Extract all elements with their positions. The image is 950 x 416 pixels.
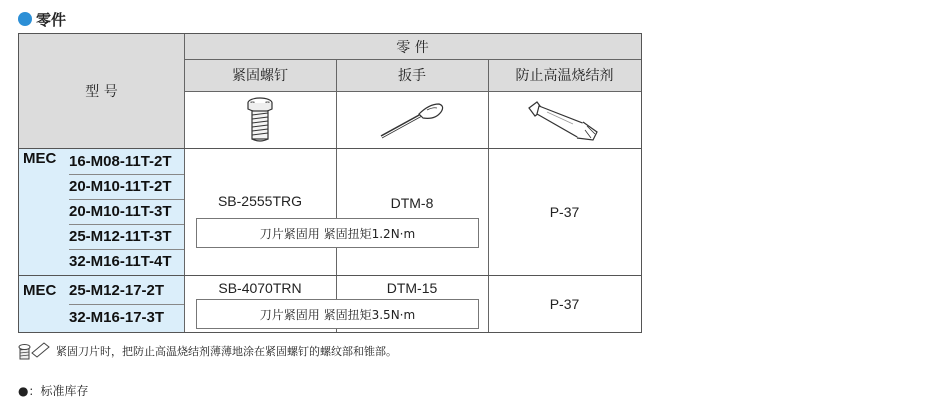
tube-icon	[525, 98, 605, 142]
group1-torque-note	[196, 218, 479, 248]
wrench-icon	[377, 100, 447, 140]
model-row	[69, 174, 184, 200]
group1-wrench-cell	[336, 190, 488, 216]
model-code: 25-M12-11T-3T	[69, 228, 172, 245]
group2-wrench-cell	[336, 277, 488, 299]
col-screw-header	[184, 59, 336, 91]
model-code: 20-M10-11T-2T	[69, 178, 172, 195]
group2-compound-cell	[488, 275, 641, 332]
model-row	[69, 199, 184, 225]
screw-icon-cell	[184, 91, 336, 148]
col-wrench-header	[336, 59, 488, 91]
model-row	[69, 304, 184, 331]
screw-part-number: SB-2555TRG	[217, 193, 303, 209]
group1-compound-cell	[488, 148, 641, 275]
model-code: 32-M16-11T-4T	[69, 253, 172, 270]
parts-header: 零 件	[396, 39, 429, 56]
wrench-part-number: DTM-8	[390, 195, 434, 211]
torque-text: 刀片紧固用 紧固扭矩3.5N·m	[259, 307, 416, 322]
model-row	[69, 249, 184, 274]
model-code: 20-M10-11T-3T	[69, 203, 172, 220]
col-compound-label: 防止高温烧结剂	[515, 68, 614, 84]
group2-torque-note	[196, 299, 479, 329]
legend	[18, 382, 88, 399]
group2-prefix: MEC	[23, 282, 57, 299]
group1-screw-cell	[184, 188, 336, 214]
wrench-part-number: DTM-15	[386, 280, 438, 296]
model-code: 32-M16-17-3T	[69, 309, 165, 326]
col-wrench-label: 扳手	[398, 68, 426, 84]
section-header	[18, 8, 66, 30]
col-compound-header	[488, 59, 641, 91]
section-title: 零件	[36, 10, 67, 29]
compound-part-number: P-37	[549, 295, 580, 312]
screw-part-number: SB-4070TRN	[218, 280, 302, 296]
model-code: 16-M08-11T-2T	[69, 153, 172, 170]
model-header: 型 号	[85, 84, 118, 100]
model-header-cell	[19, 34, 184, 148]
model-code: 25-M12-17-2T	[69, 282, 165, 299]
parts-table	[18, 33, 642, 333]
model-row	[69, 149, 184, 175]
wrench-icon-cell	[336, 91, 488, 148]
model-row	[69, 277, 184, 305]
screw-tube-icon	[18, 341, 52, 361]
model-row	[69, 224, 184, 250]
blue-dot-icon	[18, 12, 32, 26]
compound-part-number: P-37	[549, 203, 580, 220]
screw-icon	[245, 97, 275, 143]
footnote	[18, 341, 397, 361]
legend-text: ●：标准库存	[18, 384, 89, 398]
col-screw-label: 紧固螺钉	[232, 68, 288, 84]
group2-screw-cell	[184, 277, 336, 299]
tube-icon-cell	[488, 91, 641, 148]
group1-prefix: MEC	[23, 150, 57, 167]
footnote-text: 紧固刀片时，把防止高温烧结剂薄薄地涂在紧固螺钉的螺纹部和锥部。	[56, 345, 397, 358]
parts-header-cell	[184, 34, 641, 59]
torque-text: 刀片紧固用 紧固扭矩1.2N·m	[259, 226, 416, 241]
